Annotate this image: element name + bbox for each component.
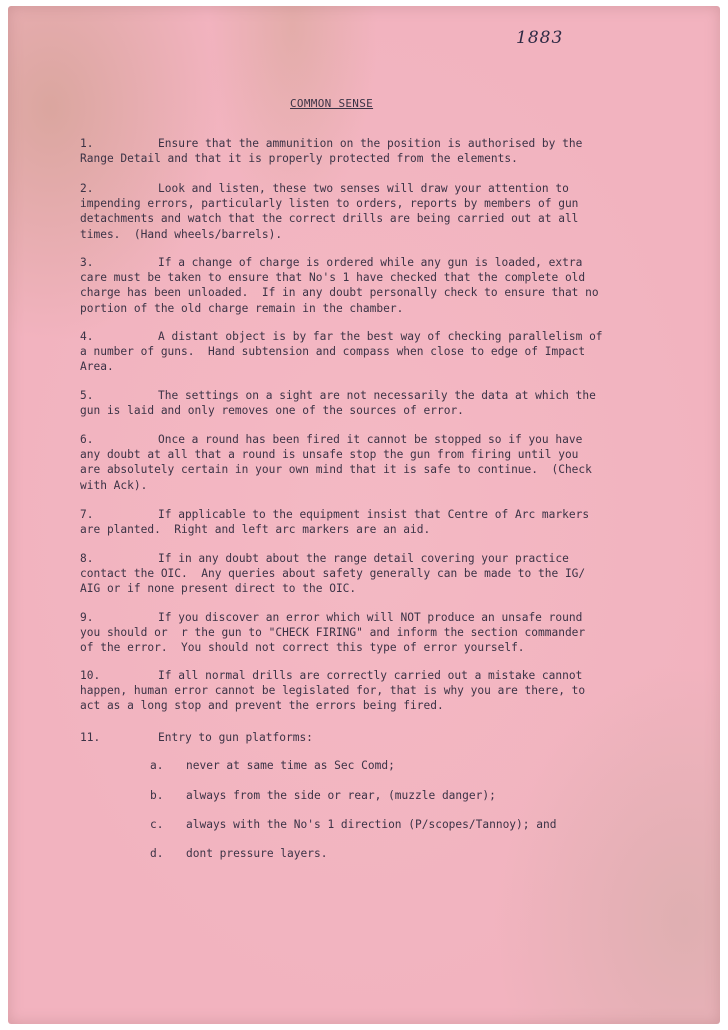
sub-item-text: never at same time as Sec Comd; bbox=[186, 759, 395, 772]
numbered-item bbox=[80, 507, 640, 537]
item-number: 4. bbox=[80, 330, 94, 343]
item-text-line: charge has been unloaded. If in any doubt personally check to ensure that no bbox=[80, 286, 599, 300]
item-text-line: Entry to gun platforms: bbox=[158, 731, 313, 744]
sub-item bbox=[150, 788, 496, 803]
item-number: 10. bbox=[80, 669, 101, 682]
numbered-item bbox=[80, 329, 640, 375]
item-text-line: If a change of charge is ordered while any gun is loaded, extra bbox=[158, 256, 583, 269]
item-text-line: any doubt at all that a round is unsafe stop the gun from firing until you bbox=[80, 448, 579, 462]
item-number: 5. bbox=[80, 389, 94, 402]
item-number: 1. bbox=[80, 137, 94, 150]
sub-item bbox=[150, 817, 556, 832]
item-text-line: If in any doubt about the range detail covering your practice bbox=[158, 552, 569, 565]
numbered-item bbox=[80, 181, 640, 242]
item-number: 8. bbox=[80, 552, 94, 565]
numbered-item bbox=[80, 668, 640, 714]
item-text-line: with Ack). bbox=[80, 478, 148, 492]
item-text-line: Area. bbox=[80, 360, 114, 374]
item-text-line: are planted. Right and left arc markers are an aid. bbox=[80, 523, 431, 537]
item-text-line: care must be taken to ensure that No's 1 have checked that the complete old bbox=[80, 271, 586, 285]
item-number: 9. bbox=[80, 611, 94, 624]
sub-item-letter: b. bbox=[150, 789, 164, 802]
document-title: COMMON SENSE bbox=[290, 97, 374, 110]
item-text-line: times. (Hand wheels/barrels). bbox=[80, 227, 283, 241]
sub-item bbox=[150, 846, 327, 861]
item-text-line: If applicable to the equipment insist that Centre of Arc markers bbox=[158, 508, 590, 521]
item-text-line: detachments and watch that the correct drills are being carried out at all bbox=[80, 212, 579, 226]
item-text-line: are absolutely certain in your own mind that it is safe to continue. (Check bbox=[80, 463, 592, 477]
item-text-line: contact the OIC. Any queries about safety generally can be made to the IG/ bbox=[80, 567, 586, 581]
item-text-line: you should or r the gun to "CHECK FIRING" and inform the section commander bbox=[80, 626, 586, 640]
sub-item bbox=[150, 758, 395, 773]
item-number: 6. bbox=[80, 433, 94, 446]
item-text-line: If all normal drills are correctly carried out a mistake cannot bbox=[158, 669, 583, 682]
item-text-line: portion of the old charge remain in the chamber. bbox=[80, 301, 404, 315]
item-text-line: impending errors, particularly listen to orders, reports by members of gun bbox=[80, 197, 579, 211]
sub-item-text: always from the side or rear, (muzzle danger); bbox=[186, 789, 496, 802]
item-text-line: Once a round has been fired it cannot be stopped so if you have bbox=[158, 433, 583, 446]
numbered-item bbox=[80, 432, 640, 493]
numbered-item bbox=[80, 255, 640, 316]
item-text-line: Look and listen, these two senses will draw your attention to bbox=[158, 182, 569, 195]
item-text-line: If you discover an error which will NOT produce an unsafe round bbox=[158, 611, 583, 624]
item-text-line: A distant object is by far the best way of checking parallelism of bbox=[158, 330, 603, 343]
numbered-item bbox=[80, 551, 640, 597]
sub-item-text: dont pressure layers. bbox=[186, 847, 328, 860]
numbered-item bbox=[80, 610, 640, 656]
item-text-line: The settings on a sight are not necessarily the data at which the bbox=[158, 389, 596, 402]
numbered-item bbox=[80, 388, 640, 418]
item-text-line: AIG or if none present direct to the OIC. bbox=[80, 582, 357, 596]
sub-item-text: always with the No's 1 direction (P/scopes/Tannoy); and bbox=[186, 818, 557, 831]
document-page bbox=[8, 6, 720, 1024]
item-number: 3. bbox=[80, 256, 94, 269]
numbered-item bbox=[80, 136, 640, 166]
item-text-line: happen, human error cannot be legislated for, that is why you are there, to bbox=[80, 684, 586, 698]
item-text-line: a number of guns. Hand subtension and compass when close to edge of Impact bbox=[80, 345, 586, 359]
item-number: 2. bbox=[80, 182, 94, 195]
sub-item-letter: c. bbox=[150, 818, 164, 831]
item-text-line: Range Detail and that it is properly protected from the elements. bbox=[80, 152, 518, 166]
sub-item-letter: d. bbox=[150, 847, 164, 860]
item-text-line: of the error. You should not correct this type of error yourself. bbox=[80, 641, 525, 655]
numbered-item bbox=[80, 730, 640, 745]
item-number: 7. bbox=[80, 508, 94, 521]
item-text-line: act as a long stop and prevent the errors being fired. bbox=[80, 699, 444, 713]
item-text-line: gun is laid and only removes one of the sources of error. bbox=[80, 404, 464, 418]
handwritten-reference-number: 1883 bbox=[516, 28, 564, 48]
sub-item-letter: a. bbox=[150, 759, 164, 772]
item-text-line: Ensure that the ammunition on the position is authorised by the bbox=[158, 137, 583, 150]
item-number: 11. bbox=[80, 731, 101, 744]
